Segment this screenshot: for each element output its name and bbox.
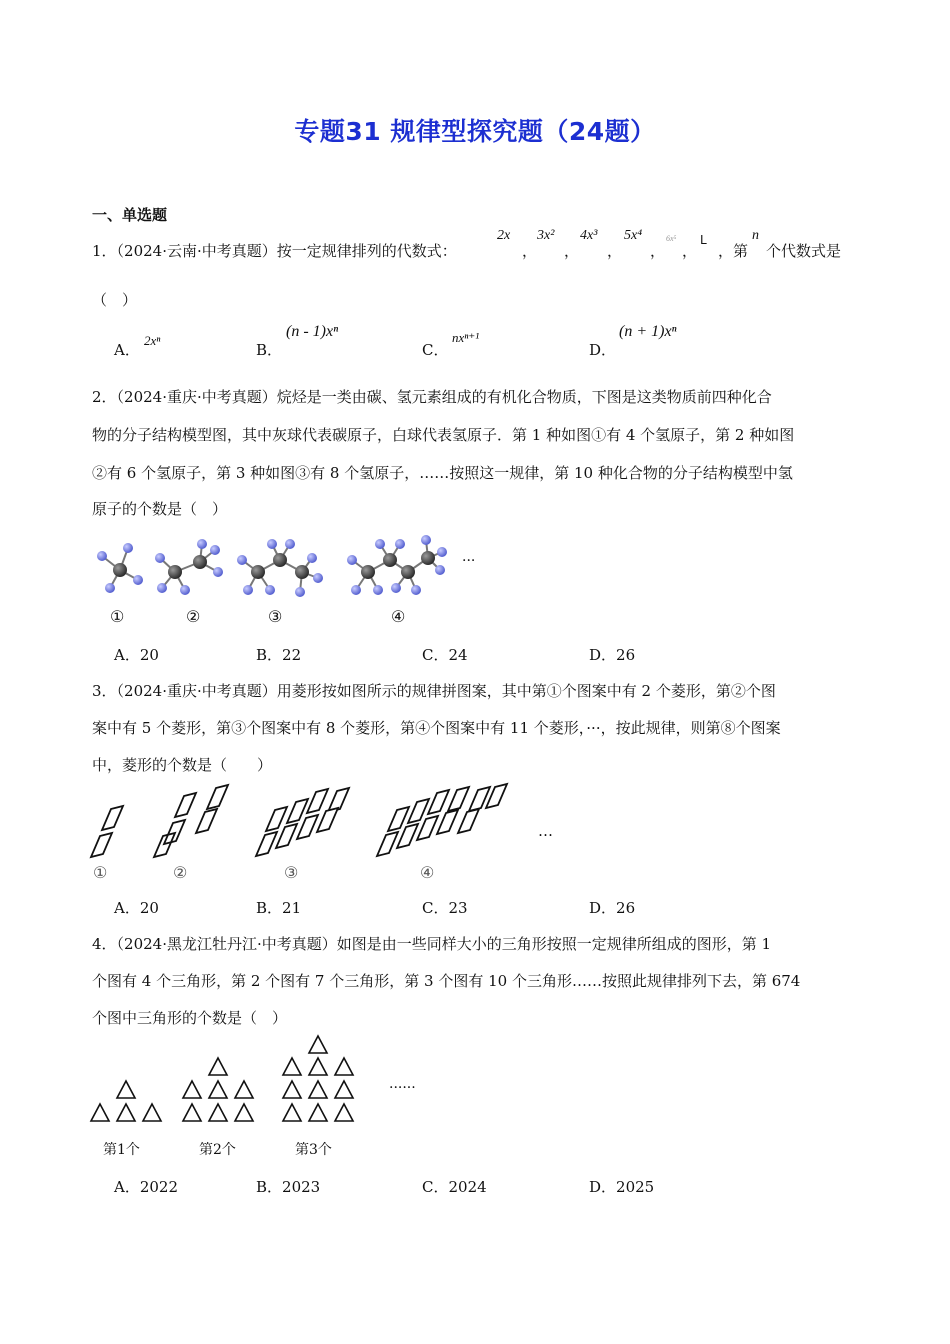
q4-option-a[interactable] [114, 1176, 178, 1197]
option-label: B． [256, 899, 283, 917]
q1-option-d[interactable] [589, 339, 616, 360]
option-label: B． [256, 646, 283, 664]
q3-option-c[interactable] [422, 897, 468, 918]
q1-term-4: 5x⁴ [624, 228, 643, 243]
q3-fig-label-3: ③ [284, 863, 299, 882]
q1-option-a-value: 2xⁿ [144, 333, 161, 348]
q4-figure-ellipsis: ...... [389, 1076, 416, 1092]
q1-term-3: 4x³ [580, 228, 598, 243]
option-value: 2022 [139, 1178, 179, 1196]
q1-ellipsis: L [700, 233, 707, 247]
q1-option-c[interactable] [422, 339, 448, 360]
option-value: 21 [282, 899, 302, 917]
q1-term-5: 6x⁵ [666, 234, 677, 243]
option-label: A． [114, 1178, 140, 1196]
option-value: 26 [616, 646, 636, 664]
q3-option-d[interactable] [589, 897, 635, 918]
option-label: C． [422, 341, 449, 359]
q1-option-c-value: nxⁿ⁺¹ [452, 330, 480, 345]
q1-number: 1． [92, 242, 117, 260]
q4-fig-label-3: 第3个 [295, 1142, 332, 1158]
q2-line-1: 2．（2024·重庆·中考真题）烷烃是一类由碳、氢元素组成的有机化合物质，下图是这类物质前四种化合 [92, 388, 772, 406]
q2-option-d[interactable] [589, 644, 635, 665]
option-value: 20 [139, 646, 159, 664]
triangle-figure [88, 1034, 378, 1124]
option-label: D． [589, 899, 617, 917]
option-label: C． [422, 646, 449, 664]
option-value: 26 [616, 899, 636, 917]
q3-fig-label-2: ② [173, 863, 188, 882]
option-label: D． [589, 1178, 617, 1196]
q2-option-b[interactable] [256, 644, 301, 665]
q3-line-3: 中，菱形的个数是（ ） [92, 756, 273, 774]
molecule-figure [90, 530, 490, 610]
option-value: 22 [282, 646, 302, 664]
q4-option-c[interactable] [422, 1176, 487, 1197]
q4-option-b[interactable] [256, 1176, 320, 1197]
q4-fig-label-2: 第2个 [199, 1142, 236, 1158]
q4-line-3: 个图中三角形的个数是（ ） [92, 1009, 288, 1027]
q2-fig-label-2: ② [186, 607, 201, 626]
q3-fig-label-4: ④ [420, 863, 435, 882]
q3-option-b[interactable] [256, 897, 301, 918]
page-title: 专题31 规律型探究题（24题） [294, 117, 656, 146]
option-label: A． [114, 646, 140, 664]
q1-source: （2024·云南·中考真题） [116, 242, 277, 260]
q3-line-2: 案中有 5 个菱形，第③个图案中有 8 个菱形，第④个图案中有 11 个菱形，···，按此规律，则第⑧个图案 [92, 719, 781, 737]
q2-fig-label-3: ③ [268, 607, 283, 626]
q4-line-2: 个图有 4 个三角形，第 2 个图有 7 个三角形，第 3 个图有 10 个三角形……按照此规律排列下去，第 674 [92, 972, 801, 990]
q2-line-3: ②有 6 个氢原子，第 3 种如图③有 8 个氢原子，……按照这一规律，第 10 种化合物的分子结构模型中氢 [92, 464, 793, 482]
q4-option-d[interactable] [589, 1176, 654, 1197]
q1-text: 按一定规律排列的代数式： [276, 242, 457, 260]
q2-option-c[interactable] [422, 644, 468, 665]
option-label: C． [422, 1178, 449, 1196]
q3-figure-ellipsis: … [538, 822, 553, 840]
q4-fig-label-1: 第1个 [103, 1142, 140, 1158]
rhombus-figure-overlay [86, 780, 516, 860]
q3-option-a[interactable] [114, 897, 159, 918]
option-value: 2024 [448, 1178, 487, 1196]
option-value: 23 [448, 899, 468, 917]
q1-term-2: 3x² [537, 228, 555, 243]
q1-n-var: n [752, 228, 759, 243]
q4-line-1: 4．（2024·黑龙江牡丹江·中考真题）如图是由一些同样大小的三角形按照一定规律所组成的图形，第 1 [92, 935, 772, 953]
q2-line-4: 原子的个数是（ ） [92, 500, 228, 518]
option-label: A． [114, 341, 140, 359]
q2-figure-ellipsis: ··· [462, 553, 476, 569]
q1-option-b[interactable] [256, 339, 282, 360]
q2-fig-label-1: ① [110, 607, 125, 626]
q1-option-d-value: (n + 1)xⁿ [619, 323, 677, 340]
section-heading: 一、单选题 [92, 206, 168, 224]
option-value: 24 [448, 646, 468, 664]
q2-line-2: 物的分子结构模型图，其中灰球代表碳原子，白球代表氢原子．第 1 种如图①有 4 个氢原子，第 2 种如图 [92, 426, 795, 444]
q1-option-a[interactable] [114, 339, 140, 360]
q2-fig-label-4: ④ [391, 607, 406, 626]
option-label: C． [422, 899, 449, 917]
option-value: 20 [139, 899, 159, 917]
q1-tail-post: 个代数式是 [766, 242, 842, 260]
option-value: 2023 [282, 1178, 321, 1196]
q1-paren: （ ） [92, 291, 138, 309]
option-label: B． [256, 1178, 283, 1196]
q2-option-a[interactable] [114, 644, 159, 665]
q3-fig-label-1: ① [93, 863, 108, 882]
q3-line-1: 3．（2024·重庆·中考真题）用菱形按如图所示的规律拼图案，其中第①个图案中有 2 个菱形，第②个图 [92, 682, 776, 700]
q1-option-b-value: (n - 1)xⁿ [286, 323, 339, 340]
q1-term-1: 2x [497, 228, 511, 243]
option-label: D． [589, 341, 617, 359]
q1-tail-pre: ，第 [718, 242, 749, 260]
option-label: B． [256, 341, 283, 359]
option-value: 2025 [616, 1178, 655, 1196]
option-label: D． [589, 646, 617, 664]
option-label: A． [114, 899, 140, 917]
